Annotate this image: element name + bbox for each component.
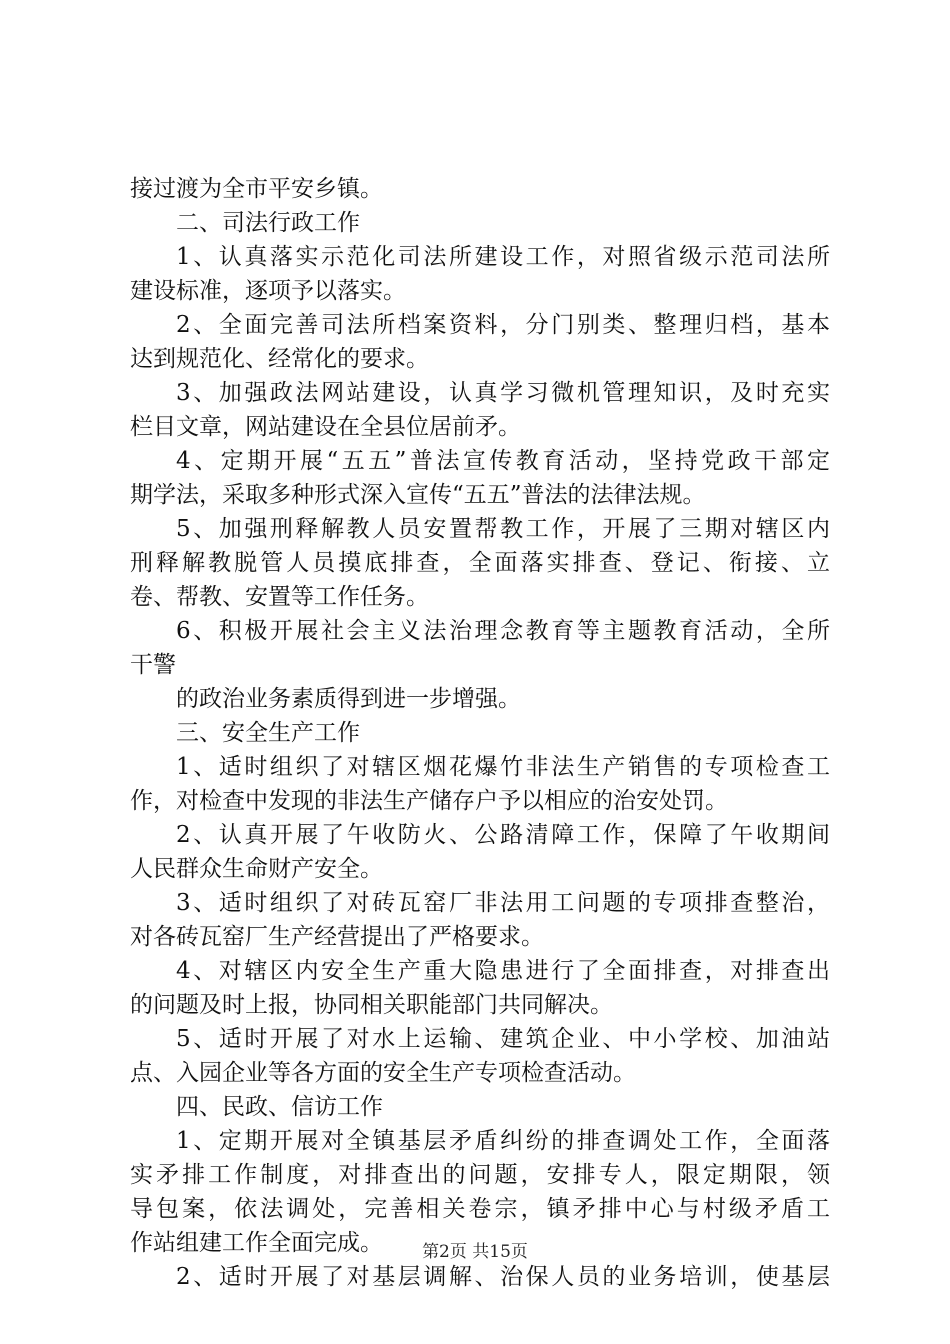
document-line: 导包案，依法调处，完善相关卷宗，镇矛排中心与村级矛盾工: [130, 1196, 830, 1222]
document-line: 4、对辖区内安全生产重大隐患进行了全面排查，对排查出: [176, 958, 830, 984]
document-line: 人民群众生命财产安全。: [130, 856, 383, 882]
document-line: 6、积极开展社会主义法治理念教育等主题教育活动，全所: [176, 618, 830, 644]
document-line: 1、认真落实示范化司法所建设工作，对照省级示范司法所: [176, 244, 830, 270]
document-line: 刑释解教脱管人员摸底排查，全面落实排查、登记、衔接、立: [130, 550, 830, 576]
document-line: 3、加强政法网站建设，认真学习微机管理知识，及时充实: [176, 380, 830, 406]
document-line: 建设标准，逐项予以落实。: [130, 278, 406, 304]
document-line: 3、适时组织了对砖瓦窑厂非法用工问题的专项排查整治，: [176, 890, 830, 916]
document-line: 点、入园企业等各方面的安全生产专项检查活动。: [130, 1060, 636, 1086]
document-line: 的政治业务素质得到进一步增强。: [176, 686, 521, 712]
document-line: 卷、帮教、安置等工作任务。: [130, 584, 429, 610]
document-line: 5、适时开展了对水上运输、建筑企业、中小学校、加油站: [176, 1026, 830, 1052]
document-line: 期学法，采取多种形式深入宣传“五五”普法的法律法规。: [130, 482, 706, 508]
document-line: 的问题及时上报，协同相关职能部门共同解决。: [130, 992, 613, 1018]
document-line: 1、定期开展对全镇基层矛盾纠纷的排查调处工作，全面落: [176, 1128, 830, 1154]
document-line: 达到规范化、经常化的要求。: [130, 346, 429, 372]
document-line: 作站组建工作全面完成。: [130, 1230, 383, 1256]
document-line: 三、安全生产工作: [176, 720, 360, 746]
document-line: 作，对检查中发现的非法生产储存户予以相应的治安处罚。: [130, 788, 728, 814]
document-line: 5、加强刑释解教人员安置帮教工作，开展了三期对辖区内: [176, 516, 830, 542]
document-line: 干警: [130, 652, 176, 678]
document-line: 栏目文章，网站建设在全县位居前矛。: [130, 414, 521, 440]
document-line: 2、认真开展了午收防火、公路清障工作，保障了午收期间: [176, 822, 830, 848]
document-line: 接过渡为全市平安乡镇。: [130, 176, 383, 202]
page-footer: 第2页 共15页: [422, 1242, 528, 1262]
document-line: 对各砖瓦窑厂生产经营提出了严格要求。: [130, 924, 544, 950]
document-line: 四、民政、信访工作: [176, 1094, 383, 1120]
document-body: [130, 172, 830, 1294]
document-line: 2、全面完善司法所档案资料，分门别类、整理归档，基本: [176, 312, 830, 338]
document-line: 4、定期开展“五五”普法宣传教育活动，坚持党政干部定: [176, 448, 830, 474]
document-line: 二、司法行政工作: [176, 210, 360, 236]
document-line: 实矛排工作制度，对排查出的问题，安排专人，限定期限，领: [130, 1162, 830, 1188]
document-line: 1、适时组织了对辖区烟花爆竹非法生产销售的专项检查工: [176, 754, 830, 780]
document-line: 2、适时开展了对基层调解、治保人员的业务培训，使基层: [176, 1264, 830, 1290]
